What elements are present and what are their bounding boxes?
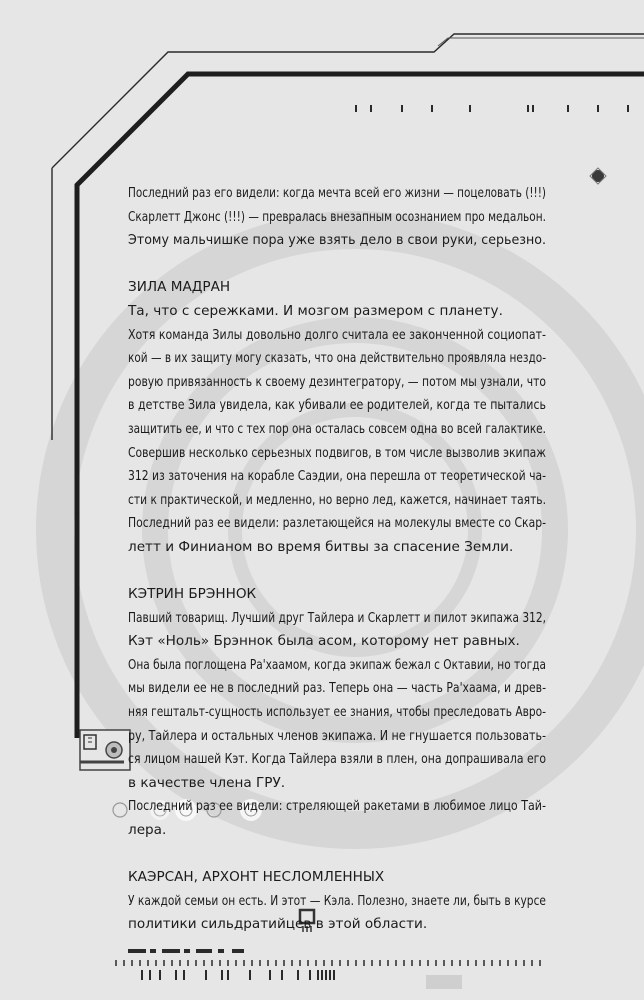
- section-line: ровую привязанность к своему дезинтегратору, — потом мы узнали, что: [128, 373, 546, 390]
- intro-paragraph: [128, 182, 546, 253]
- intro-line: Этому мальчишке пора уже взять дело в свои руки, серьезно.: [128, 232, 546, 249]
- section-line: У каждой семьи он есть. И этот — Кэла. Полезно, знаете ли, быть в курсе: [128, 892, 546, 909]
- section-line: политики сильдратийцев в этой области.: [128, 916, 428, 933]
- section-line: сти к практической, и медленно, но верно лед, кажется, начинает таять.: [128, 491, 546, 508]
- bottom-tab: [426, 975, 462, 989]
- section-heading: КАЭРСАН, АРХОНТ НЕСЛОМЛЕННЫХ: [128, 869, 385, 886]
- section-line: Она была поглощена Ра'хаамом, когда экипаж бежал с Октавии, но тогда: [128, 656, 546, 673]
- section-line: Хотя команда Зилы довольно долго считала ее законченной социопат-: [128, 326, 546, 343]
- bottom-ruler-ticks: [116, 960, 540, 966]
- section-line: кой — в их защиту могу сказать, что она действительно проявляла нездо-: [128, 350, 546, 367]
- section-heading: КЭТРИН БРЭННОК: [128, 586, 257, 603]
- section-line: 312 из заточения на корабле Саэдии, она перешла от теоретической ча-: [128, 468, 546, 485]
- diamond-marker-icon: [590, 168, 606, 184]
- section-line: мы видели ее не в последний раз. Теперь она — часть Ра'хаама, и древ-: [128, 680, 546, 697]
- top-tab-outline: [438, 38, 644, 46]
- intro-line: Скарлетт Джонс (!!!) — превралась внезапным осознанием про медальон.: [128, 208, 546, 225]
- section-heading: ЗИЛА МАДРАН: [128, 279, 231, 296]
- section-line: ся лицом нашей Кэт. Когда Тайлера взяли в плен, она допрашивала его: [128, 751, 546, 768]
- section-line: Павший товарищ. Лучший друг Тайлера и Скарлетт и пилот экипажа 312,: [128, 609, 546, 626]
- section-line: летт и Финианом во время битвы за спасение Земли.: [128, 538, 514, 555]
- section-kaersan: [128, 866, 546, 937]
- section-line: Совершив несколько серьезных подвигов, в том числе вызволив экипаж: [128, 444, 546, 461]
- section-line: защитить ее, и что с тех пор она осталась совсем одна во всей галактике.: [128, 420, 546, 437]
- section-line: Последний раз ее видели: разлетающейся на молекулы вместе со Скар-: [128, 515, 546, 532]
- article-body: [128, 182, 546, 937]
- section-line: Последний раз ее видели: стреляющей ракетами в любимое лицо Тай-: [128, 798, 546, 815]
- section-katherine: [128, 583, 546, 843]
- section-line: няя гештальт-сущность использует ее знания, чтобы преследовать Авро-: [128, 704, 546, 721]
- section-line: ру, Тайлера и остальных членов экипажа. И не гнушается пользовать-: [128, 727, 546, 744]
- section-line: лера.: [128, 822, 167, 839]
- side-panel-widget-icon: [80, 730, 130, 770]
- section-line: в детстве Зила увидела, как убивали ее родителей, когда те пытались: [128, 397, 546, 414]
- intro-line: Последний раз его видели: когда мечта всей его жизни — поцеловать (!!!): [128, 185, 546, 201]
- section-zila: [128, 276, 546, 559]
- section-line: в качестве члена ГРУ.: [128, 774, 286, 791]
- section-line: Та, что с сережками. И мозгом размером с планету.: [128, 302, 503, 319]
- bottom-barcode: [142, 970, 334, 980]
- section-line: Кэт «Ноль» Брэннок была асом, которому нет равных.: [128, 633, 520, 650]
- top-tick-marks: [356, 105, 628, 112]
